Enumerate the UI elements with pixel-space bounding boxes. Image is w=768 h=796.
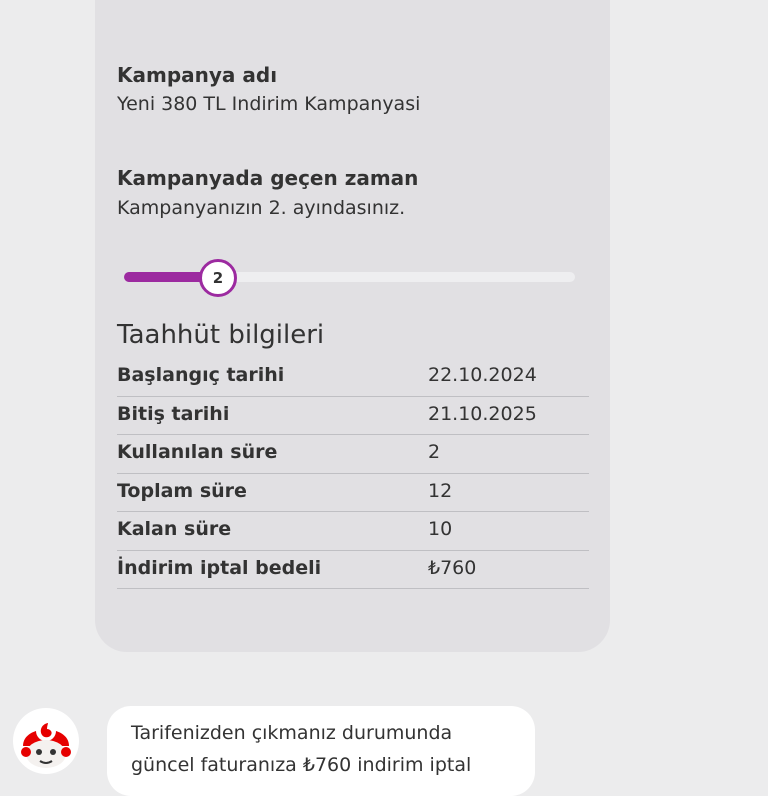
chat-message-line-2: güncel faturanıza ₺760 indirim iptal [131, 754, 472, 776]
campaign-name-value: Yeni 380 TL Indirim Kampanyasi [117, 93, 421, 115]
total-duration-label: Toplam süre [117, 479, 247, 502]
table-row [117, 397, 589, 436]
campaign-elapsed-value: Kampanyanızın 2. ayındasınız. [117, 197, 406, 219]
campaign-progress-fill [124, 272, 209, 282]
table-row [117, 551, 589, 590]
campaign-elapsed-label: Kampanyada geçen zaman [117, 166, 419, 190]
table-row [117, 512, 589, 551]
chat-message-line-1: Tarifenizden çıkmanız durumunda [131, 722, 453, 744]
cancel-fee-value: ₺760 [428, 556, 477, 579]
commitment-title: Taahhüt bilgileri [117, 320, 325, 350]
used-duration-value: 2 [428, 441, 441, 463]
start-date-value: 22.10.2024 [428, 364, 537, 386]
start-date-label: Başlangıç tarihi [117, 364, 285, 386]
remaining-duration-label: Kalan süre [117, 518, 232, 540]
vodafone-assistant-icon [13, 708, 79, 774]
used-duration-label: Kullanılan süre [117, 441, 278, 463]
table-row [117, 435, 589, 474]
commitment-table [117, 358, 589, 589]
campaign-progress-marker: 2 [199, 259, 237, 297]
total-duration-value: 12 [428, 479, 453, 502]
table-row [117, 358, 589, 397]
cancel-fee-label: İndirim iptal bedeli [117, 556, 322, 579]
campaign-name-label: Kampanya adı [117, 63, 278, 87]
end-date-label: Bitiş tarihi [117, 402, 230, 425]
assistant-chat-bubble [107, 706, 535, 796]
remaining-duration-value: 10 [428, 518, 453, 540]
end-date-value: 21.10.2025 [428, 402, 537, 425]
table-row [117, 474, 589, 513]
